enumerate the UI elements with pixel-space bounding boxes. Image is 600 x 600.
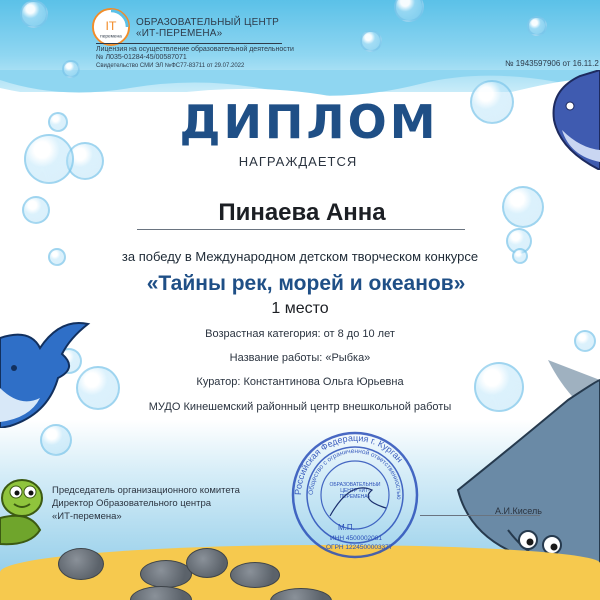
victory-text: за победу в Международном детском творческом конкурсе [121, 249, 479, 264]
media-certificate: Свидетельство СМИ ЭЛ №ФС77-83711 от 29.07.2022 [96, 63, 245, 69]
org-name-line2: «ИТ-ПЕРЕМЕНА» [136, 28, 223, 39]
stone [58, 548, 104, 580]
logo-text: IT [105, 18, 117, 33]
stamp-mp: М.П. [338, 523, 355, 532]
chair-signature-block [52, 484, 282, 523]
logo-subtext: перемена [100, 34, 122, 40]
recipient-underline [137, 229, 465, 230]
license-block [96, 46, 336, 70]
recipient-name: Пинаева Анна [218, 199, 386, 226]
bubble [20, 0, 48, 28]
license-line: Лицензия на осуществление образовательной деятельности [96, 46, 294, 53]
bubble [40, 424, 72, 456]
bubble [62, 60, 80, 78]
institution: МУДО Кинешемский районный центр внешкольной работы [148, 401, 452, 413]
work-name: Название работы: «Рыбка» [229, 352, 371, 364]
organization-name [136, 17, 316, 39]
official-stamp [290, 430, 420, 560]
chair-title: Председатель организационного комитета [52, 485, 240, 496]
bubble [527, 16, 547, 36]
director-title: Директор Образовательного центра [52, 498, 212, 509]
bubble [360, 30, 382, 52]
curator: Куратор: Константинова Ольга Юрьевна [196, 376, 404, 388]
document-number: № 1943597906 от 16.11.2 [505, 59, 599, 68]
age-category: Возрастная категория: от 8 до 10 лет [205, 328, 395, 340]
stamp-ogrn: ОГРН 1224500003377 [326, 544, 393, 551]
turtle-icon [0, 470, 60, 550]
stamp-center-text: ОБРАЗОВАТЕЛЬНЫЙ ЦЕНТР «ИТ-ПЕРЕМЕНА» [329, 482, 381, 500]
stamp-ring-top: Российская Федерация г. Курган [292, 432, 405, 496]
stamp-inn: ИНН 4500002081 [330, 535, 383, 542]
org-name-line1: ОБРАЗОВАТЕЛЬНЫЙ ЦЕНТР [136, 17, 280, 28]
stone [186, 548, 228, 578]
it-peremena-logo-icon [92, 8, 130, 46]
stone [230, 562, 280, 588]
diploma-title: ДИПЛОМ [179, 95, 439, 149]
organization-short-name: «ИТ-перемена» [52, 511, 122, 522]
stone [140, 560, 192, 588]
awarded-label: НАГРАЖДАЕТСЯ [238, 154, 358, 169]
place-text: 1 место [271, 300, 329, 317]
stamp-ring-mid: Общество с ограниченной ответственностью [307, 447, 403, 500]
header-divider [96, 43, 282, 44]
signer-name: А.И.Кисель [495, 506, 542, 516]
license-number: № Л035-01284-45/00587071 [96, 54, 187, 61]
contest-name: «Тайны рек, морей и океанов» [146, 272, 466, 295]
